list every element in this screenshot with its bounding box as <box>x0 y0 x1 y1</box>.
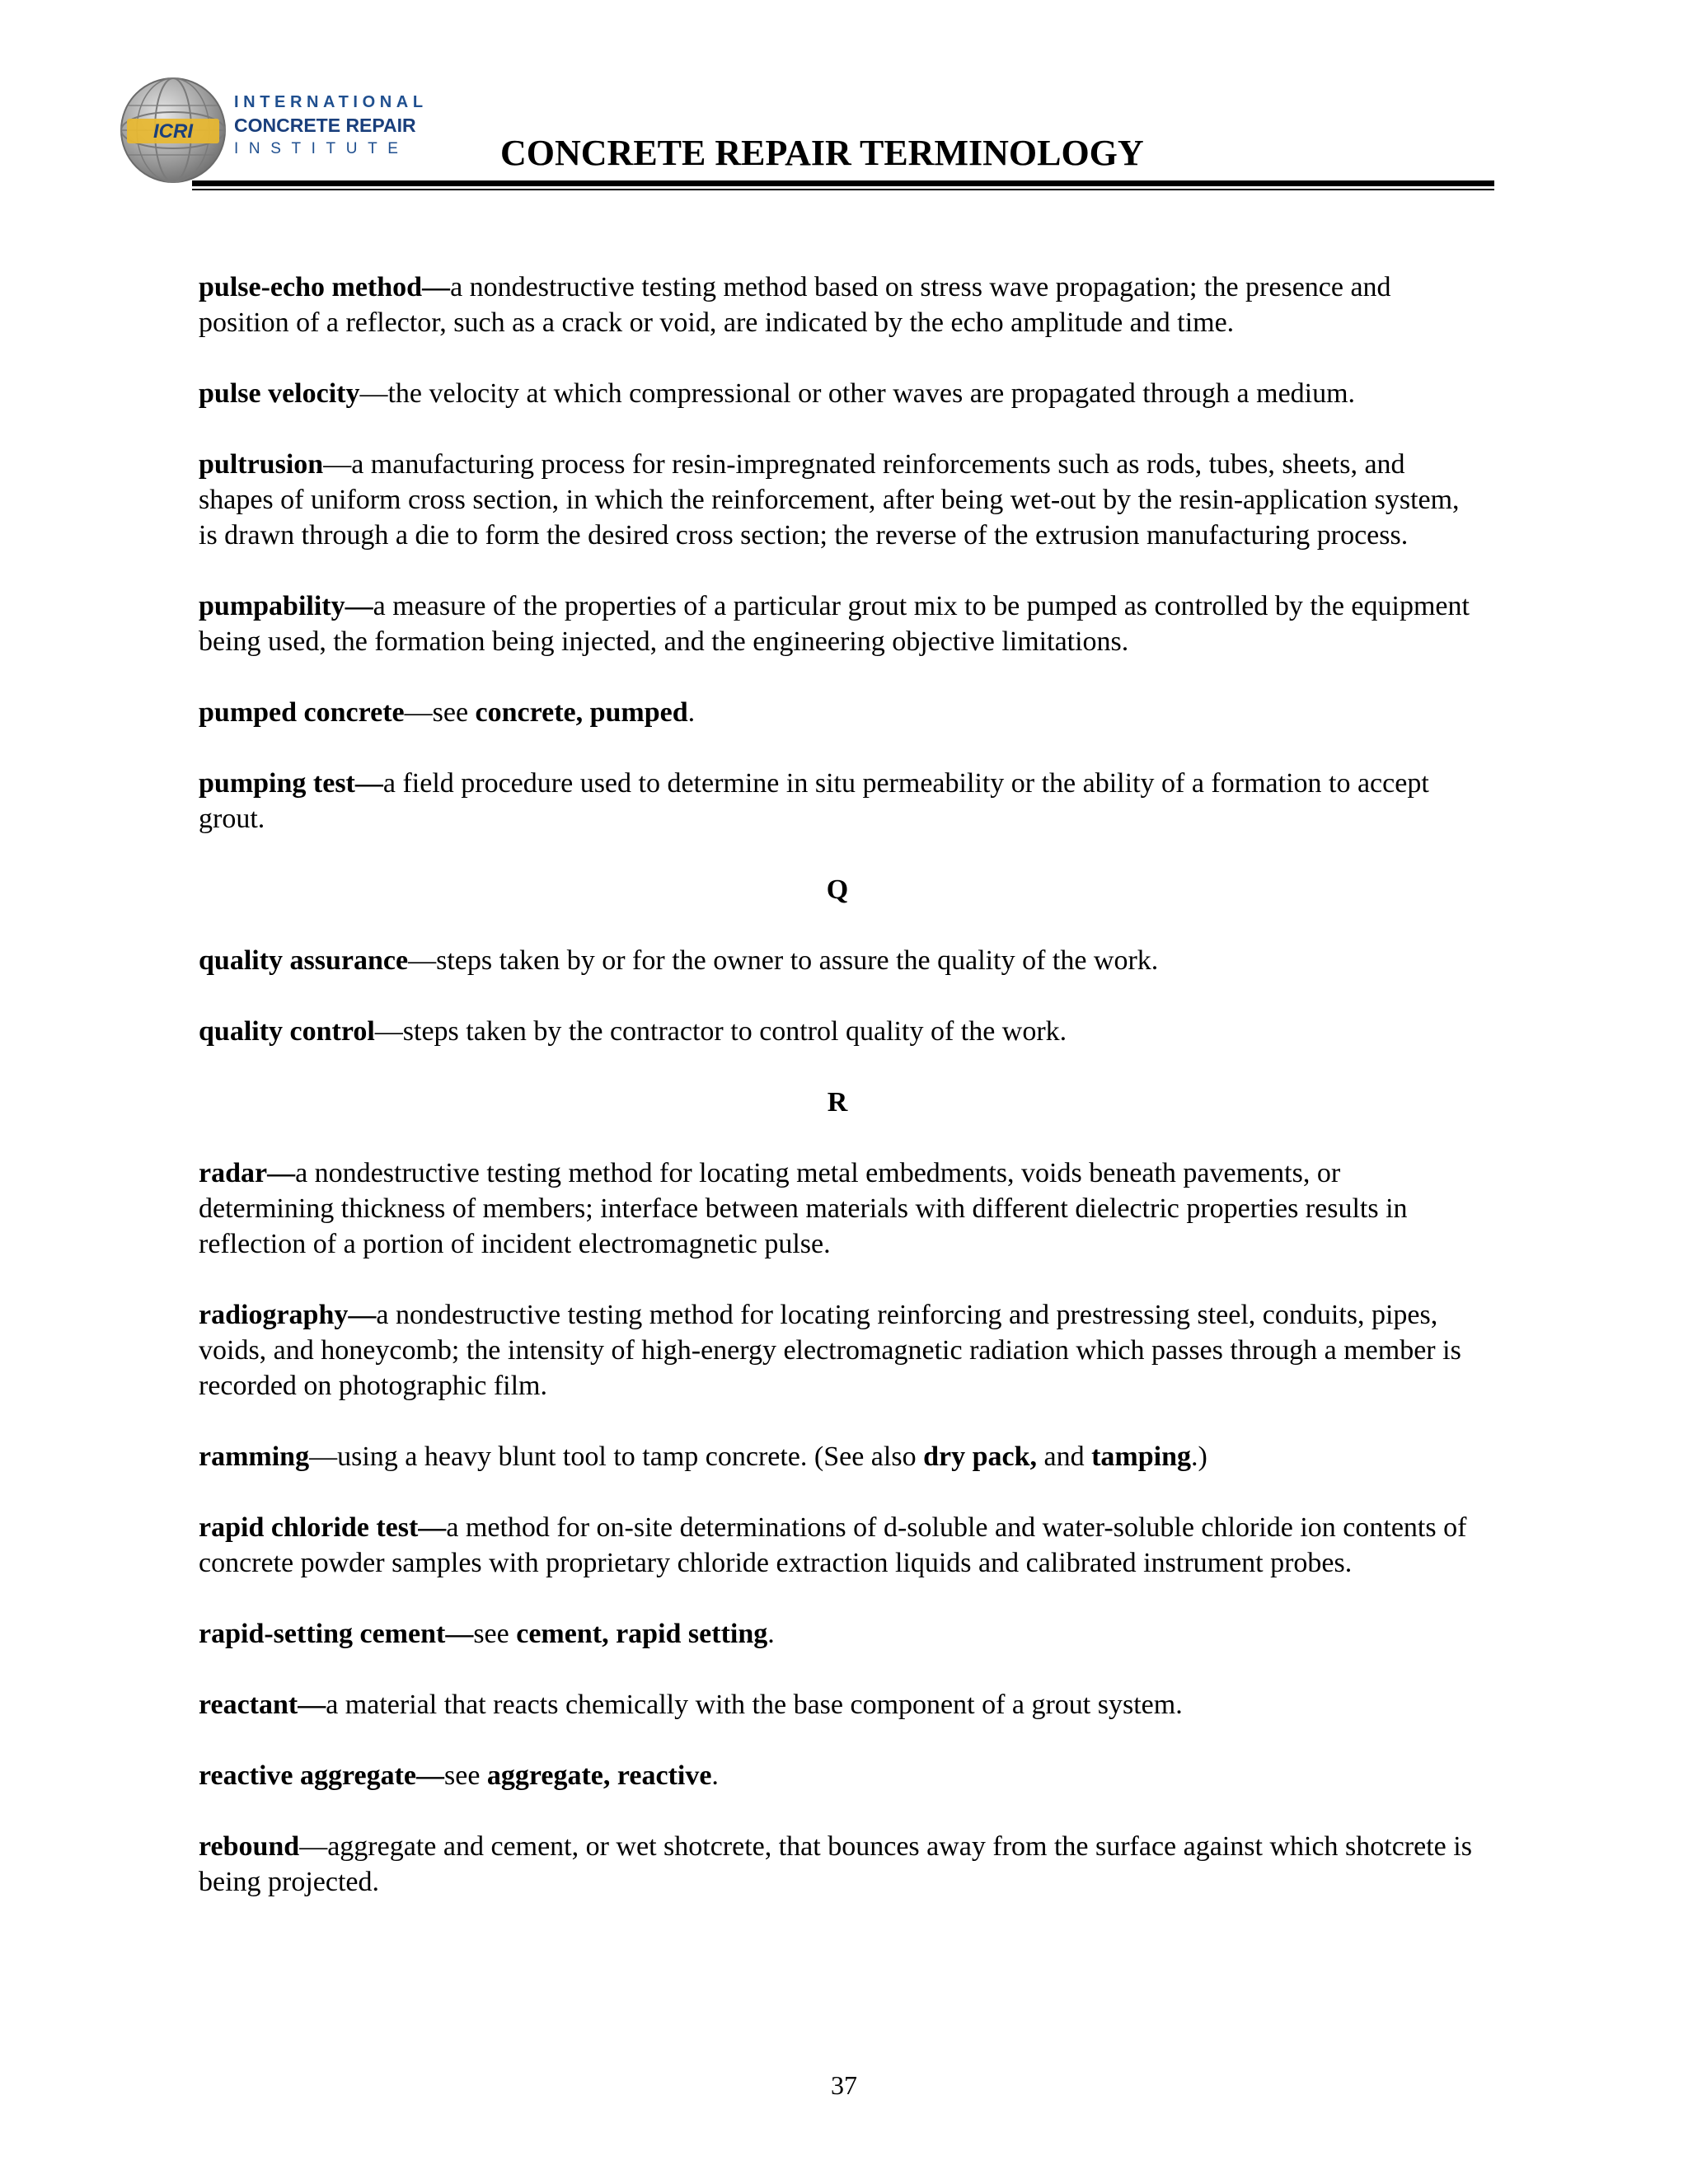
globe-icon <box>119 76 227 185</box>
entry-term: pumpability— <box>199 591 373 621</box>
page-title: CONCRETE REPAIR TERMINOLOGY <box>500 133 1144 173</box>
glossary-entry <box>199 695 1481 730</box>
entry-term: pultrusion <box>199 449 324 480</box>
glossary-entry <box>199 1829 1481 1900</box>
logo-line-institute: INSTITUTE <box>234 140 409 157</box>
glossary-entry <box>199 943 1481 978</box>
glossary-entry <box>199 1687 1481 1722</box>
entry-term: pulse velocity <box>199 378 360 409</box>
page-header <box>0 0 1688 198</box>
entry-definition: —see <box>404 697 476 728</box>
entry-term: rapid-setting cement— <box>199 1619 474 1649</box>
glossary-entry <box>199 1155 1481 1262</box>
header-rule <box>192 180 1494 186</box>
cross-reference: cement, rapid setting <box>516 1619 768 1649</box>
logo-emblem-text: ICRI <box>153 120 193 143</box>
cross-reference: dry pack, <box>923 1441 1037 1472</box>
entry-definition: —steps taken by or for the owner to assure the quality of the work. <box>408 945 1159 976</box>
entry-definition: —using a heavy blunt tool to tamp concrete. (See also <box>309 1441 924 1472</box>
glossary-entry <box>199 269 1481 340</box>
logo-wordmark <box>234 94 428 157</box>
entry-definition: —steps taken by the contractor to control quality of the work. <box>374 1016 1067 1047</box>
cross-reference: tamping <box>1091 1441 1192 1472</box>
entry-definition: a measure of the properties of a particular grout mix to be pumped as controlled by the equipment being used, the formation being injected, and the engineering objective limitations. <box>199 591 1470 657</box>
entry-definition: a method for on-site determinations of d-soluble and water-soluble chloride ion contents of concrete powder samples with proprietary chloride extraction liquids and calibrated instrument probes. <box>199 1512 1467 1578</box>
glossary-entry <box>199 1297 1481 1404</box>
entry-definition: a nondestructive testing method based on stress wave propagation; the presence and position of a reflector, such as a crack or void, are indicated by the echo amplitude and time. <box>199 272 1391 338</box>
glossary-entry <box>199 1758 1481 1793</box>
header-rule-thin <box>192 189 1494 190</box>
glossary-entry <box>199 447 1481 553</box>
entry-definition: —aggregate and cement, or wet shotcrete, that bounces away from the surface against which shotcrete is being projected. <box>199 1831 1472 1897</box>
entry-term: quality control <box>199 1016 375 1047</box>
entry-term: pumped concrete <box>199 697 405 728</box>
entry-term: rapid chloride test— <box>199 1512 447 1543</box>
entry-term: ramming <box>199 1441 310 1472</box>
logo-line-international: INTERNATIONAL <box>234 93 428 111</box>
glossary-entry <box>199 1616 1481 1652</box>
entry-term: pulse-echo method— <box>199 272 451 302</box>
entry-connector: and <box>1037 1441 1092 1472</box>
cross-reference: concrete, pumped <box>475 697 688 728</box>
entry-tail: . <box>711 1760 719 1791</box>
entry-tail: .) <box>1191 1441 1207 1472</box>
entry-term: reactant— <box>199 1690 326 1720</box>
entry-definition: a nondestructive testing method for locating metal embedments, voids beneath pavements, or determining thickness of members; interface between materials with different dielectric properties results in reflection of a portion of incident electromagnetic pulse. <box>199 1158 1408 1259</box>
glossary-entry <box>199 1014 1481 1049</box>
entry-tail: . <box>687 697 696 728</box>
glossary-entry <box>199 376 1481 411</box>
entry-term: radiography— <box>199 1300 377 1330</box>
entry-definition: see <box>473 1619 517 1649</box>
section-heading-q: Q <box>826 874 849 905</box>
glossary-body <box>199 269 1481 1935</box>
entry-definition: a nondestructive testing method for locating reinforcing and prestressing steel, conduits, pipes, voids, and honeycomb; the intensity of high-energy electromagnetic radiation which passes through a member is recorded on photographic film. <box>199 1300 1461 1401</box>
section-heading-r: R <box>827 1087 848 1118</box>
entry-definition: —the velocity at which compressional or other waves are propagated through a medium. <box>359 378 1356 409</box>
entry-term: rebound <box>199 1831 300 1862</box>
entry-definition: —a manufacturing process for resin-impregnated reinforcements such as rods, tubes, sheets, and shapes of uniform cross section, in which the reinforcement, after being wet-out by the resin-application system, is drawn through a die to form the desired cross section; the reverse of the extrusion manufacturing process. <box>199 449 1460 551</box>
glossary-entry <box>199 588 1481 659</box>
entry-term: radar— <box>199 1158 296 1188</box>
page-number: 37 <box>831 2070 857 2100</box>
cross-reference: aggregate, reactive <box>486 1760 712 1791</box>
entry-tail: . <box>767 1619 775 1649</box>
entry-term: quality assurance <box>199 945 409 976</box>
glossary-entry <box>199 1439 1481 1474</box>
icri-logo <box>119 73 448 184</box>
logo-line-concrete-repair: CONCRETE REPAIR <box>234 115 416 136</box>
entry-definition: a material that reacts chemically with the base component of a grout system. <box>326 1690 1183 1720</box>
entry-term: reactive aggregate— <box>199 1760 444 1791</box>
glossary-entry <box>199 766 1481 837</box>
entry-term: pumping test— <box>199 768 383 799</box>
entry-definition: see <box>444 1760 487 1791</box>
glossary-entry <box>199 1510 1481 1581</box>
entry-definition: a field procedure used to determine in situ permeability or the ability of a formation to accept grout. <box>199 768 1429 834</box>
